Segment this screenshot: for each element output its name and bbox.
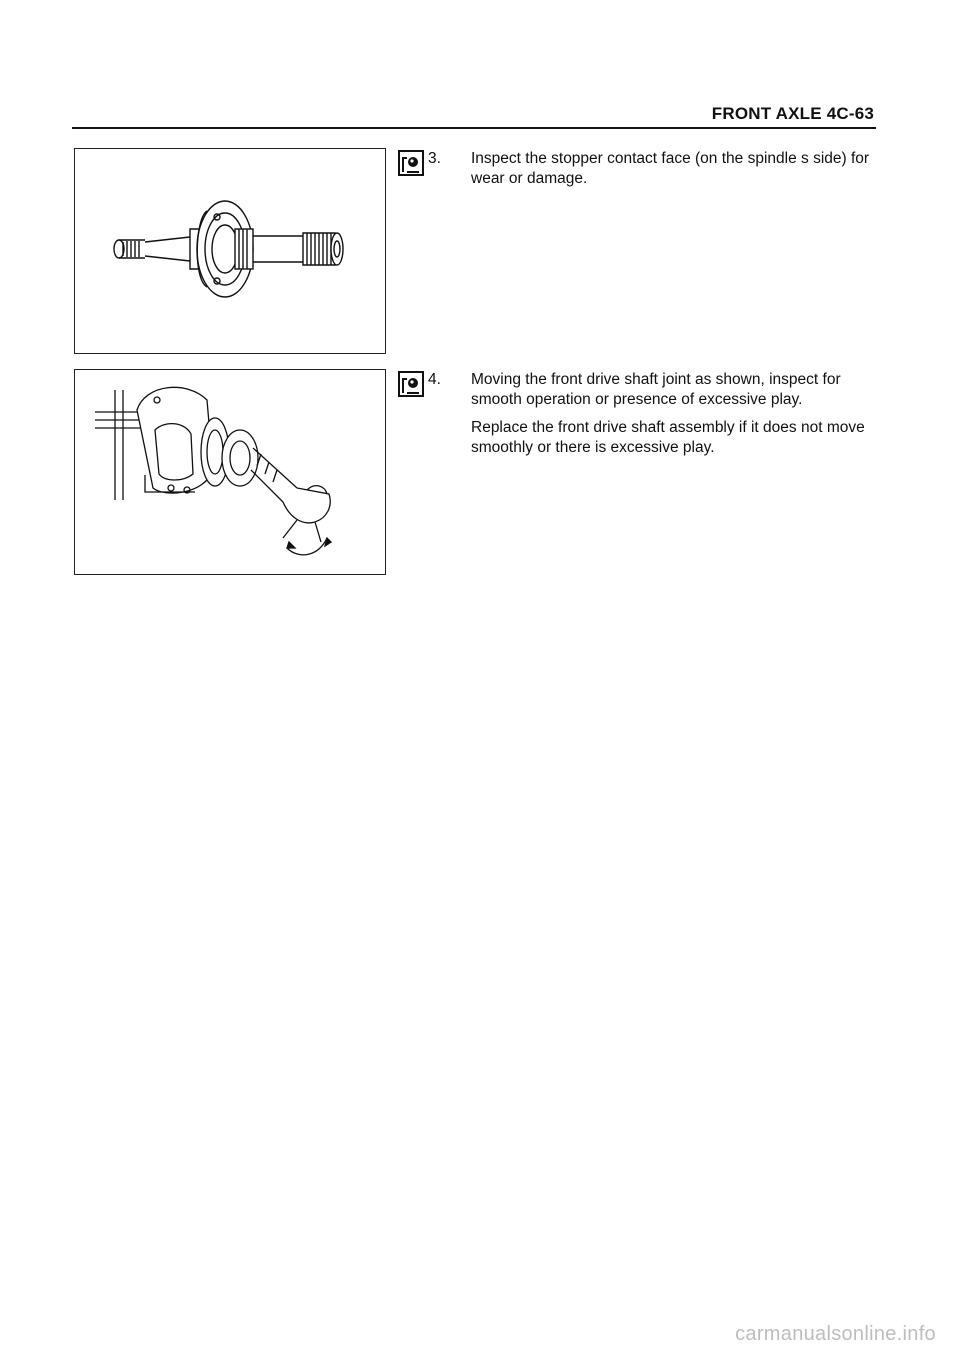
drive-shaft-figure bbox=[74, 148, 386, 354]
step-number: 4. bbox=[428, 371, 441, 388]
step-paragraph: Moving the front drive shaft joint as shown, inspect for smooth operation or presence of excessive play. bbox=[471, 371, 841, 408]
step-text bbox=[471, 370, 891, 466]
step-text bbox=[471, 149, 891, 197]
step-number: 3. bbox=[428, 150, 441, 167]
joint-movement-figure bbox=[74, 369, 386, 575]
step-paragraph: Inspect the stopper contact face (on the spindle s side) for wear or damage. bbox=[471, 150, 870, 187]
inspect-icon bbox=[398, 371, 424, 397]
step-paragraph: Replace the front drive shaft assembly if it does not move smoothly or there is excessive play. bbox=[471, 419, 865, 456]
header-rule bbox=[72, 127, 876, 129]
drive-shaft-illustration bbox=[75, 149, 385, 353]
page-header-title: FRONT AXLE 4C-63 bbox=[711, 104, 874, 123]
watermark: carmanualsonline.info bbox=[735, 1323, 936, 1345]
inspect-icon bbox=[398, 150, 424, 176]
joint-movement-illustration bbox=[75, 370, 385, 574]
